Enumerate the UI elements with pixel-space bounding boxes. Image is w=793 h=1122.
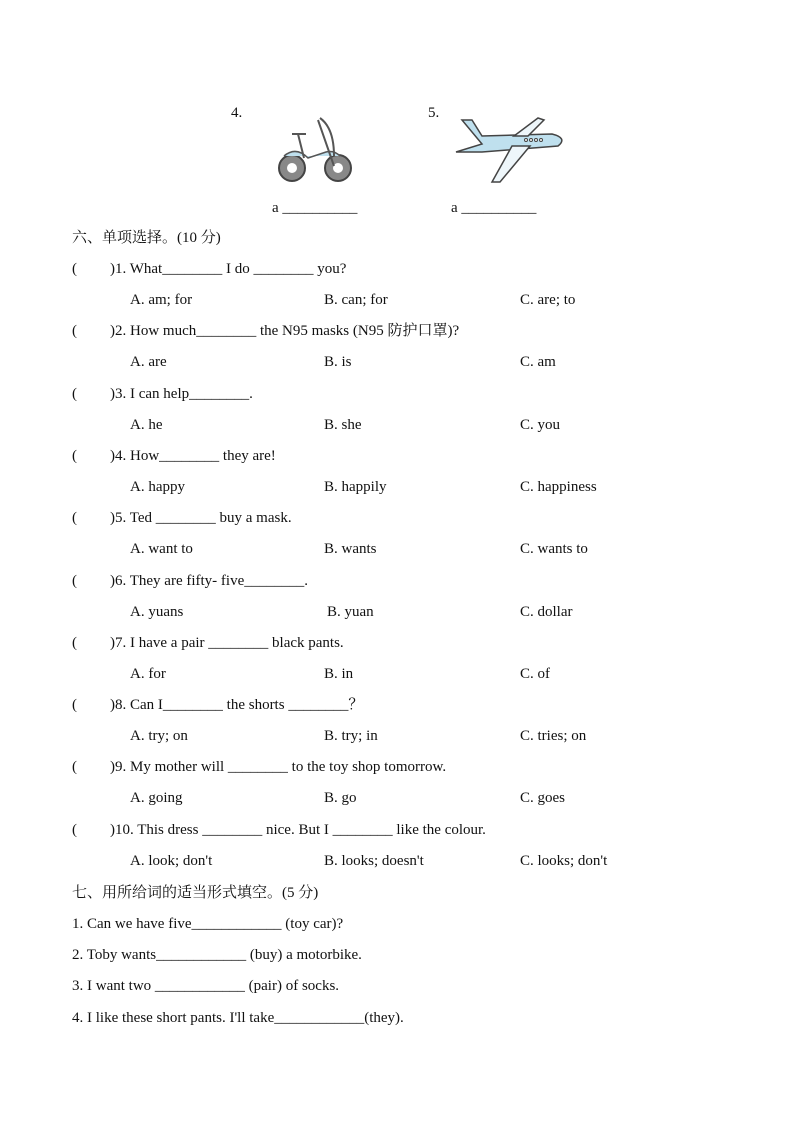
option-a: A. going	[130, 790, 183, 807]
answer-paren[interactable]: (	[72, 697, 77, 714]
option-b: B. go	[324, 790, 357, 807]
question-stem: )7. I have a pair ________ black pants.	[110, 634, 344, 651]
fill-item: 3. I want two ____________ (pair) of socks.	[72, 978, 340, 994]
question-stem: )2. How much________ the N95 masks (N95 防护口罩)?	[110, 323, 460, 340]
answer-paren[interactable]: (	[72, 572, 77, 589]
option-b: B. looks; doesn't	[324, 852, 424, 869]
option-c: C. of	[520, 665, 550, 682]
option-b: B. yuan	[327, 603, 374, 620]
option-c: C. happiness	[520, 478, 597, 495]
question-stem: )10. This dress ________ nice. But I ________ like the colour.	[110, 821, 486, 838]
option-b: B. can; for	[324, 292, 388, 308]
answer-paren[interactable]: (	[72, 634, 77, 651]
option-b: B. wants	[324, 541, 377, 558]
answer-paren[interactable]: (	[72, 323, 77, 340]
question-stem: )1. What________ I do ________ you?	[110, 261, 347, 277]
answer-paren[interactable]: (	[72, 447, 77, 464]
question-stem: )3. I can help________.	[110, 385, 253, 402]
option-a: A. try; on	[130, 728, 188, 745]
option-b: B. is	[324, 354, 352, 371]
question-stem: )5. Ted ________ buy a mask.	[110, 510, 292, 527]
option-b: B. she	[324, 416, 362, 433]
option-b: B. try; in	[324, 728, 378, 745]
option-c: C. am	[520, 354, 556, 371]
airplane-icon	[452, 116, 568, 184]
option-a: A. want to	[130, 541, 193, 558]
option-c: C. tries; on	[520, 728, 587, 745]
option-c: C. are; to	[520, 292, 576, 308]
fill-item: 4. I like these short pants. I'll take____________(they).	[72, 1010, 404, 1026]
answer-paren[interactable]: (	[72, 759, 77, 776]
fill-item: 1. Can we have five____________ (toy car)?	[72, 916, 344, 932]
option-c: C. you	[520, 416, 561, 433]
picture-number: 5.	[428, 105, 440, 121]
option-a: A. he	[130, 416, 163, 433]
answer-paren[interactable]: (	[72, 261, 77, 277]
answer-paren[interactable]: (	[72, 385, 77, 402]
option-b: B. in	[324, 665, 354, 682]
fill-item: 2. Toby wants____________ (buy) a motorbike.	[72, 947, 362, 963]
question-stem: )4. How________ they are!	[110, 447, 276, 464]
question-stem: )6. They are fifty- five________.	[110, 572, 308, 589]
question-stem: )8. Can I________ the shorts ________？	[110, 697, 364, 714]
section-title: 六、单项选择。(10 分)	[72, 230, 221, 246]
bicycle-icon	[276, 116, 356, 186]
option-c: C. dollar	[520, 603, 573, 620]
option-a: A. happy	[130, 478, 185, 495]
picture-number: 4.	[231, 105, 243, 121]
answer-blank[interactable]: a __________	[451, 200, 537, 216]
option-c: C. goes	[520, 790, 565, 807]
option-b: B. happily	[324, 478, 387, 495]
option-c: C. wants to	[520, 541, 588, 558]
option-c: C. looks; don't	[520, 852, 608, 869]
option-a: A. are	[130, 354, 167, 371]
option-a: A. look; don't	[130, 852, 213, 869]
answer-paren[interactable]: (	[72, 510, 77, 527]
section-title: 七、用所给词的适当形式填空。(5 分)	[72, 885, 319, 901]
option-a: A. am; for	[130, 292, 193, 308]
option-a: A. for	[130, 665, 166, 682]
question-stem: )9. My mother will ________ to the toy shop tomorrow.	[110, 759, 447, 776]
answer-paren[interactable]: (	[72, 821, 77, 838]
answer-blank[interactable]: a __________	[272, 200, 358, 216]
option-a: A. yuans	[130, 603, 184, 620]
